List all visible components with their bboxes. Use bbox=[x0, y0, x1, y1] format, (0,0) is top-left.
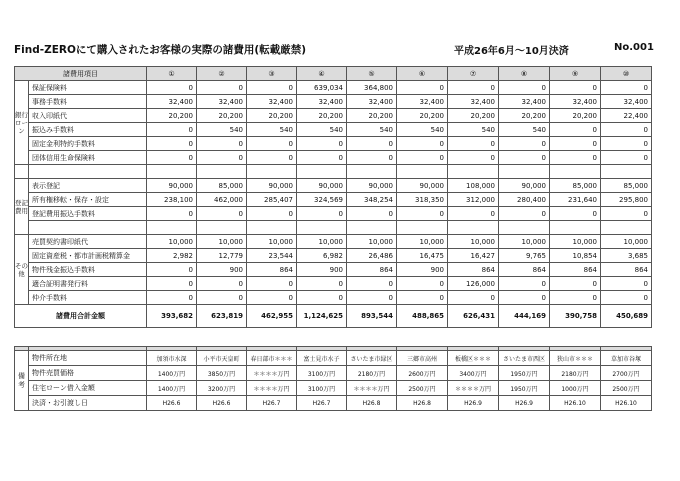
expense-value: 0 bbox=[550, 137, 601, 151]
expense-value: 32,400 bbox=[601, 95, 652, 109]
expense-value: 348,254 bbox=[347, 193, 397, 207]
settlement-period: 平成26年6月～10月決済 bbox=[454, 46, 569, 57]
expense-row bbox=[15, 179, 652, 193]
notes-value: 1400万円 bbox=[147, 381, 197, 396]
expense-value: 10,000 bbox=[499, 235, 550, 249]
expense-value: 20,200 bbox=[247, 109, 297, 123]
expense-value: 312,000 bbox=[448, 193, 499, 207]
expense-value: 0 bbox=[448, 291, 499, 305]
expense-value: 10,000 bbox=[147, 235, 197, 249]
expense-value: 16,427 bbox=[448, 249, 499, 263]
expense-value: 0 bbox=[197, 81, 247, 95]
group-label: 銀行ローン bbox=[15, 81, 29, 165]
expense-value: 0 bbox=[147, 291, 197, 305]
expense-value: 10,854 bbox=[550, 249, 601, 263]
expense-item-label: 固定金利特約手数料 bbox=[29, 137, 147, 151]
notes-value: 小平市天皇町 bbox=[197, 351, 247, 366]
expense-value: 864 bbox=[601, 263, 652, 277]
total-value: 893,544 bbox=[347, 305, 397, 328]
blank-cell bbox=[397, 221, 448, 235]
expense-value: 0 bbox=[197, 207, 247, 221]
notes-item-label: 物件売買価格 bbox=[29, 366, 147, 381]
expense-value: 0 bbox=[347, 151, 397, 165]
expense-value: 864 bbox=[448, 263, 499, 277]
group-label: その他 bbox=[15, 235, 29, 305]
expense-value: 0 bbox=[297, 137, 347, 151]
notes-value: 1950万円 bbox=[499, 381, 550, 396]
expense-value: 0 bbox=[247, 277, 297, 291]
expense-value: 0 bbox=[601, 151, 652, 165]
notes-value: 1950万円 bbox=[499, 366, 550, 381]
notes-item-label: 物件所在地 bbox=[29, 351, 147, 366]
expense-value: 0 bbox=[247, 207, 297, 221]
notes-value: 2500万円 bbox=[397, 381, 448, 396]
total-value: 488,865 bbox=[397, 305, 448, 328]
expense-value: 85,000 bbox=[197, 179, 247, 193]
notes-value: 2180万円 bbox=[550, 366, 601, 381]
notes-value: 2600万円 bbox=[397, 366, 448, 381]
expense-item-label: 保証保険料 bbox=[29, 81, 147, 95]
notes-value: 加須市水深 bbox=[147, 351, 197, 366]
expense-row bbox=[15, 95, 652, 109]
case-number-header: ⑩ bbox=[601, 67, 652, 81]
expense-value: 0 bbox=[147, 137, 197, 151]
expense-value: 3,685 bbox=[601, 249, 652, 263]
expense-value: 0 bbox=[448, 151, 499, 165]
expense-value: 0 bbox=[550, 151, 601, 165]
expense-row bbox=[15, 151, 652, 165]
expense-value: 0 bbox=[197, 291, 247, 305]
expense-item-label: 表示登記 bbox=[29, 179, 147, 193]
expense-value: 0 bbox=[448, 81, 499, 95]
document-title: Find-ZEROにて購入されたお客様の実際の諸費用(転載厳禁) bbox=[14, 44, 307, 56]
expense-value: 0 bbox=[601, 277, 652, 291]
notes-item-label: 決済・お引渡し日 bbox=[29, 396, 147, 411]
expense-value: 90,000 bbox=[397, 179, 448, 193]
notes-row bbox=[15, 366, 652, 381]
expense-value: 900 bbox=[197, 263, 247, 277]
expense-value: 90,000 bbox=[297, 179, 347, 193]
expense-value: 9,765 bbox=[499, 249, 550, 263]
expense-value: 0 bbox=[499, 277, 550, 291]
notes-value: H26.7 bbox=[297, 396, 347, 411]
expense-value: 20,200 bbox=[347, 109, 397, 123]
case-number-header: ⑧ bbox=[499, 67, 550, 81]
expense-value: 126,000 bbox=[448, 277, 499, 291]
total-value: 626,431 bbox=[448, 305, 499, 328]
expense-item-label: 物件残金振込手数料 bbox=[29, 263, 147, 277]
notes-value: H26.6 bbox=[147, 396, 197, 411]
expense-value: 231,640 bbox=[550, 193, 601, 207]
expense-value: 20,200 bbox=[297, 109, 347, 123]
expense-value: 0 bbox=[147, 277, 197, 291]
notes-value: 板橋区＊＊＊ bbox=[448, 351, 499, 366]
blank-cell bbox=[601, 221, 652, 235]
expense-value: 32,400 bbox=[499, 95, 550, 109]
expense-value: 32,400 bbox=[550, 95, 601, 109]
expense-value: 85,000 bbox=[550, 179, 601, 193]
expense-value: 0 bbox=[397, 277, 448, 291]
expense-value: 864 bbox=[499, 263, 550, 277]
case-number-header: ③ bbox=[247, 67, 297, 81]
expense-value: 20,200 bbox=[197, 109, 247, 123]
expense-value: 540 bbox=[297, 123, 347, 137]
expense-value: 90,000 bbox=[147, 179, 197, 193]
expense-value: 540 bbox=[499, 123, 550, 137]
notes-value: 2500万円 bbox=[601, 381, 652, 396]
expense-value: 900 bbox=[397, 263, 448, 277]
expense-value: 462,000 bbox=[197, 193, 247, 207]
notes-value: H26.8 bbox=[347, 396, 397, 411]
blank-cell bbox=[147, 165, 197, 179]
column-header-row bbox=[15, 67, 652, 81]
expense-item-label: 登記費用振込手数料 bbox=[29, 207, 147, 221]
expense-value: 864 bbox=[247, 263, 297, 277]
total-value: 1,124,625 bbox=[297, 305, 347, 328]
notes-value: 3850万円 bbox=[197, 366, 247, 381]
case-number-header: ⑥ bbox=[397, 67, 448, 81]
expense-value: 280,400 bbox=[499, 193, 550, 207]
expense-value: 10,000 bbox=[601, 235, 652, 249]
expense-value: 32,400 bbox=[147, 95, 197, 109]
notes-value: 狭山市＊＊＊ bbox=[550, 351, 601, 366]
expense-value: 0 bbox=[197, 137, 247, 151]
expense-row bbox=[15, 263, 652, 277]
expense-value: 0 bbox=[247, 291, 297, 305]
expense-item-label: 団体信用生命保険料 bbox=[29, 151, 147, 165]
expense-value: 0 bbox=[147, 263, 197, 277]
expense-value: 10,000 bbox=[550, 235, 601, 249]
case-number-header: ④ bbox=[297, 67, 347, 81]
expense-value: 0 bbox=[397, 291, 448, 305]
notes-value: ＊＊＊＊万円 bbox=[247, 366, 297, 381]
notes-value: ＊＊＊＊万円 bbox=[247, 381, 297, 396]
expense-value: 0 bbox=[550, 277, 601, 291]
expense-value: 0 bbox=[297, 151, 347, 165]
expense-value: 0 bbox=[499, 291, 550, 305]
expense-value: 32,400 bbox=[448, 95, 499, 109]
blank-cell bbox=[550, 221, 601, 235]
notes-value: 1400万円 bbox=[147, 366, 197, 381]
total-label: 諸費用合計金額 bbox=[15, 305, 147, 328]
expense-value: 32,400 bbox=[197, 95, 247, 109]
expense-value: 540 bbox=[448, 123, 499, 137]
blank-row bbox=[15, 221, 652, 235]
expense-value: 0 bbox=[499, 151, 550, 165]
expense-value: 0 bbox=[397, 137, 448, 151]
expense-value: 90,000 bbox=[247, 179, 297, 193]
expense-value: 108,000 bbox=[448, 179, 499, 193]
group-label: 登記費用 bbox=[15, 179, 29, 235]
expense-row bbox=[15, 277, 652, 291]
total-row bbox=[15, 305, 652, 328]
expense-value: 20,200 bbox=[448, 109, 499, 123]
expense-value: 0 bbox=[397, 207, 448, 221]
expense-row bbox=[15, 81, 652, 95]
blank-cell bbox=[147, 221, 197, 235]
expense-row bbox=[15, 137, 652, 151]
expense-value: 540 bbox=[397, 123, 448, 137]
expense-value: 2,982 bbox=[147, 249, 197, 263]
notes-value: 春日部市＊＊＊ bbox=[247, 351, 297, 366]
expense-value: 0 bbox=[347, 207, 397, 221]
expense-value: 16,475 bbox=[397, 249, 448, 263]
expense-value: 0 bbox=[499, 207, 550, 221]
expense-value: 0 bbox=[550, 291, 601, 305]
expense-value: 324,569 bbox=[297, 193, 347, 207]
notes-value: 3400万円 bbox=[448, 366, 499, 381]
notes-row bbox=[15, 381, 652, 396]
expense-value: 0 bbox=[347, 137, 397, 151]
expense-value: 0 bbox=[247, 137, 297, 151]
expense-value: 864 bbox=[347, 263, 397, 277]
notes-value: H26.6 bbox=[197, 396, 247, 411]
expense-value: 0 bbox=[499, 81, 550, 95]
expense-value: 0 bbox=[397, 151, 448, 165]
notes-value: さいたま市西区 bbox=[499, 351, 550, 366]
expense-value: 32,400 bbox=[247, 95, 297, 109]
expense-value: 0 bbox=[601, 137, 652, 151]
blank-cell bbox=[601, 165, 652, 179]
expense-value: 285,407 bbox=[247, 193, 297, 207]
expense-value: 0 bbox=[247, 151, 297, 165]
expense-value: 0 bbox=[147, 81, 197, 95]
expense-item-label: 適合証明書発行料 bbox=[29, 277, 147, 291]
expense-value: 0 bbox=[347, 291, 397, 305]
expense-value: 0 bbox=[550, 123, 601, 137]
expense-value: 0 bbox=[448, 137, 499, 151]
expense-item-label: 収入印紙代 bbox=[29, 109, 147, 123]
expense-item-header: 諸費用項目 bbox=[15, 67, 147, 81]
case-number-header: ⑦ bbox=[448, 67, 499, 81]
case-number-header: ① bbox=[147, 67, 197, 81]
expense-value: 540 bbox=[347, 123, 397, 137]
blank-cell bbox=[29, 165, 147, 179]
expense-value: 90,000 bbox=[499, 179, 550, 193]
expense-value: 540 bbox=[197, 123, 247, 137]
case-number-header: ⑨ bbox=[550, 67, 601, 81]
notes-value: 3200万円 bbox=[197, 381, 247, 396]
expense-row bbox=[15, 207, 652, 221]
expense-item-label: 仲介手数料 bbox=[29, 291, 147, 305]
notes-value: H26.9 bbox=[448, 396, 499, 411]
total-value: 393,682 bbox=[147, 305, 197, 328]
notes-value: 富士見市水子 bbox=[297, 351, 347, 366]
expense-value: 0 bbox=[601, 81, 652, 95]
expense-value: 20,200 bbox=[147, 109, 197, 123]
expense-value: 0 bbox=[601, 291, 652, 305]
blank-cell bbox=[197, 221, 247, 235]
expense-value: 0 bbox=[347, 277, 397, 291]
expense-value: 10,000 bbox=[397, 235, 448, 249]
blank-cell bbox=[29, 221, 147, 235]
blank-cell bbox=[197, 165, 247, 179]
blank-cell bbox=[499, 165, 550, 179]
notes-row bbox=[15, 351, 652, 366]
total-value: 450,689 bbox=[601, 305, 652, 328]
blank-cell bbox=[397, 165, 448, 179]
notes-value: 2700万円 bbox=[601, 366, 652, 381]
expense-value: 12,779 bbox=[197, 249, 247, 263]
notes-value: さいたま市緑区 bbox=[347, 351, 397, 366]
notes-value: 1000万円 bbox=[550, 381, 601, 396]
expense-value: 900 bbox=[297, 263, 347, 277]
expense-value: 0 bbox=[247, 81, 297, 95]
notes-table bbox=[14, 346, 652, 411]
expense-row bbox=[15, 235, 652, 249]
notes-value: ＊＊＊＊万円 bbox=[347, 381, 397, 396]
expense-row bbox=[15, 123, 652, 137]
expense-value: 0 bbox=[550, 207, 601, 221]
notes-item-label: 住宅ローン借入金額 bbox=[29, 381, 147, 396]
expense-value: 364,800 bbox=[347, 81, 397, 95]
expense-value: 20,200 bbox=[550, 109, 601, 123]
notes-value: ＊＊＊＊万円 bbox=[448, 381, 499, 396]
expense-value: 0 bbox=[297, 207, 347, 221]
expense-value: 318,350 bbox=[397, 193, 448, 207]
expense-value: 0 bbox=[147, 123, 197, 137]
expense-value: 20,200 bbox=[499, 109, 550, 123]
blank-row bbox=[15, 165, 652, 179]
total-value: 444,169 bbox=[499, 305, 550, 328]
expense-value: 85,000 bbox=[601, 179, 652, 193]
expense-value: 639,034 bbox=[297, 81, 347, 95]
blank-cell bbox=[247, 221, 297, 235]
notes-value: H26.8 bbox=[397, 396, 448, 411]
expense-value: 10,000 bbox=[347, 235, 397, 249]
notes-value: H26.10 bbox=[601, 396, 652, 411]
expense-value: 0 bbox=[499, 137, 550, 151]
expense-value: 295,800 bbox=[601, 193, 652, 207]
expense-item-label: 振込み手数料 bbox=[29, 123, 147, 137]
expense-value: 0 bbox=[297, 291, 347, 305]
expense-value: 0 bbox=[448, 207, 499, 221]
expense-value: 0 bbox=[147, 207, 197, 221]
notes-value: 2180万円 bbox=[347, 366, 397, 381]
notes-row bbox=[15, 396, 652, 411]
expense-value: 10,000 bbox=[197, 235, 247, 249]
expense-item-label: 所有権移転・保存・設定 bbox=[29, 193, 147, 207]
blank-cell bbox=[347, 165, 397, 179]
blank-cell bbox=[15, 165, 29, 179]
blank-cell bbox=[448, 221, 499, 235]
notes-value: H26.10 bbox=[550, 396, 601, 411]
blank-cell bbox=[448, 165, 499, 179]
expense-value: 0 bbox=[197, 277, 247, 291]
blank-cell bbox=[297, 221, 347, 235]
document-number: No.001 bbox=[614, 42, 654, 53]
blank-cell bbox=[347, 221, 397, 235]
blank-cell bbox=[247, 165, 297, 179]
total-value: 623,819 bbox=[197, 305, 247, 328]
blank-cell bbox=[499, 221, 550, 235]
notes-value: 3100万円 bbox=[297, 381, 347, 396]
expense-value: 0 bbox=[197, 151, 247, 165]
expense-item-label: 事務手数料 bbox=[29, 95, 147, 109]
case-number-header: ⑤ bbox=[347, 67, 397, 81]
expense-value: 0 bbox=[397, 81, 448, 95]
notes-group-label: 備考 bbox=[15, 351, 29, 411]
expense-value: 20,200 bbox=[397, 109, 448, 123]
expense-value: 0 bbox=[601, 207, 652, 221]
expense-value: 0 bbox=[601, 123, 652, 137]
expense-value: 0 bbox=[297, 277, 347, 291]
expense-value: 540 bbox=[247, 123, 297, 137]
notes-value: H26.7 bbox=[247, 396, 297, 411]
case-number-header: ② bbox=[197, 67, 247, 81]
expense-row bbox=[15, 109, 652, 123]
expense-value: 0 bbox=[147, 151, 197, 165]
expense-row bbox=[15, 193, 652, 207]
expense-value: 0 bbox=[550, 81, 601, 95]
expense-row bbox=[15, 249, 652, 263]
total-value: 390,758 bbox=[550, 305, 601, 328]
blank-cell bbox=[550, 165, 601, 179]
total-value: 462,955 bbox=[247, 305, 297, 328]
notes-value: H26.9 bbox=[499, 396, 550, 411]
expense-value: 26,486 bbox=[347, 249, 397, 263]
expense-item-label: 固定資産税・都市計画税精算金 bbox=[29, 249, 147, 263]
notes-value: 3100万円 bbox=[297, 366, 347, 381]
expense-value: 10,000 bbox=[297, 235, 347, 249]
expense-value: 22,400 bbox=[601, 109, 652, 123]
expense-value: 32,400 bbox=[297, 95, 347, 109]
expense-value: 864 bbox=[550, 263, 601, 277]
expense-value: 10,000 bbox=[247, 235, 297, 249]
expense-row bbox=[15, 291, 652, 305]
expense-value: 6,982 bbox=[297, 249, 347, 263]
notes-value: 三郷市高州 bbox=[397, 351, 448, 366]
expense-value: 238,100 bbox=[147, 193, 197, 207]
expense-value: 90,000 bbox=[347, 179, 397, 193]
expense-value: 23,544 bbox=[247, 249, 297, 263]
expense-value: 32,400 bbox=[397, 95, 448, 109]
expense-item-label: 売買契約書印紙代 bbox=[29, 235, 147, 249]
expense-value: 32,400 bbox=[347, 95, 397, 109]
expense-table bbox=[14, 66, 652, 328]
notes-value: 草加市谷塚 bbox=[601, 351, 652, 366]
blank-cell bbox=[297, 165, 347, 179]
expense-value: 10,000 bbox=[448, 235, 499, 249]
